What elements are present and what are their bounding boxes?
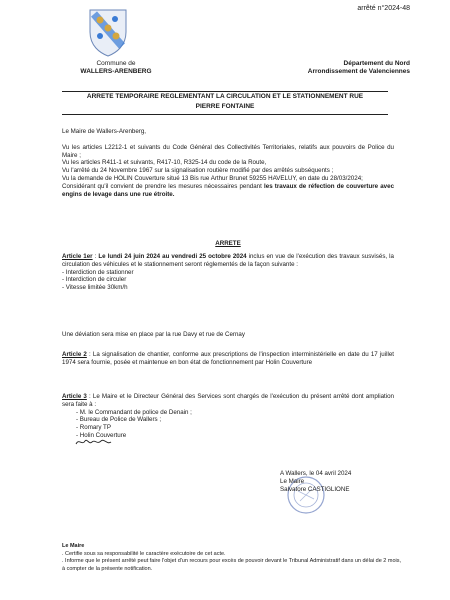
signature-block bbox=[280, 470, 351, 493]
list-item: - Romary TP bbox=[76, 424, 394, 432]
arrete-heading: ARRETE bbox=[215, 240, 241, 247]
article-1-text: inclus en vue de l'exécution des travaux susvisés, la circulation des véhicules et le stationnement seront réglementés de la façon suivante : bbox=[62, 253, 394, 268]
signature-place-date: A Wallers, le 04 avril 2024 bbox=[280, 470, 352, 477]
article-3-text: : Le Maire et le Directeur Général des Services sont chargés de l'exécution du présent arrêté dont ampliation sera faite à : bbox=[62, 393, 395, 408]
preamble bbox=[62, 128, 394, 198]
salutation: Le Maire de Wallers-Arenberg, bbox=[62, 128, 147, 135]
arrondissement: Arrondissement de Valenciennes bbox=[307, 68, 410, 75]
title-line-1: ARRETE TEMPORAIRE REGLEMENTANT LA CIRCULATION ET LE STATIONNEMENT RUE bbox=[86, 93, 364, 100]
handwritten-annotation bbox=[75, 434, 115, 444]
commune-name: WALLERS-ARENBERG bbox=[80, 68, 152, 75]
footer-line-1: . Certifie sous sa responsabilité le caractère exécutoire de cet acte. bbox=[62, 550, 226, 557]
deviation-notice: Une déviation sera mise en place par la rue Davy et rue de Cernay bbox=[62, 331, 245, 338]
footer-heading: Le Maire bbox=[62, 543, 85, 549]
list-item: - Interdiction de circuler bbox=[62, 276, 127, 284]
department-block bbox=[270, 60, 410, 76]
list-item: - Bureau de Police de Wallers ; bbox=[76, 416, 394, 424]
considerant-start: Considérant qu'il convient de prendre les mesures nécessaires pendant bbox=[62, 182, 265, 190]
article-1: Article 1er : Le lundi 24 juin 2024 au vendredi 25 octobre 2024 inclus en vue de l'exécution des travaux susvisés, la circulation des véhicules et le stationnement seront réglementés de la façon suivante : - Interdiction de stationner - Interdiction de circuler - Vitesse limitée 30km/h bbox=[62, 253, 394, 292]
list-item: - Interdiction de stationner bbox=[62, 268, 134, 276]
commune-block bbox=[56, 60, 176, 76]
considerant bbox=[62, 183, 394, 199]
arrete-number: arrêté n°2024-48 bbox=[357, 5, 410, 12]
list-item: - M. le Commandant de police de Denain ; bbox=[76, 409, 394, 417]
list-item: - Holin Couverture bbox=[76, 432, 394, 440]
article-1-label: Article 1er bbox=[62, 253, 93, 260]
restrictions-list bbox=[62, 269, 394, 292]
article-1-dates: Le lundi 24 juin 2024 au vendredi 25 octobre 2024 bbox=[98, 253, 247, 260]
vu-1: Vu les articles L2212-1 et suivants du Code Général des Collectivités Territoriales, relatifs aux pouvoirs de Police du Maire ; bbox=[62, 143, 394, 159]
title-line-2: PIERRE FONTAINE bbox=[195, 103, 255, 110]
article-3 bbox=[62, 393, 394, 440]
vu-4: Vu la demande de HOLIN Couverture situé 13 Bis rue Arthur Brunet 59255 HAVELUY, en date du 28/03/2024; bbox=[62, 174, 363, 182]
article-2-text: : La signalisation de chantier, conforme aux prescriptions de l'inspection interministérielle en date du 17 juillet 1974 sera fournie, posée et maintenue en bon état de fonctionnement par Holin Couverture bbox=[62, 351, 394, 366]
municipal-crest-logo bbox=[86, 6, 130, 58]
footer-line-2: . Informe que le présent arrêté peut faire l'objet d'un recours pour excès de pouvoir devant le Tribunal Administratif dans un délai de 2 mois, à compter de la présente notification. bbox=[62, 558, 402, 572]
signature-role: Le Maire bbox=[280, 477, 305, 485]
footer-notice bbox=[62, 543, 402, 573]
article-3-label: Article 3 bbox=[62, 393, 87, 400]
commune-label: Commune de bbox=[96, 60, 136, 67]
considerant-works: les travaux de réfection de couverture avec engins de levage dans une rue étroite. bbox=[62, 182, 395, 198]
vu-3: Vu l'arrêté du 24 Novembre 1967 sur la signalisation routière modifié par des arrêtés subséquents ; bbox=[62, 167, 334, 175]
vu-2: Vu les articles R411-1 et suivants, R417-10, R325-14 du code de la Route, bbox=[62, 159, 267, 167]
signature-name: Salvatore CASTIGLIONE bbox=[280, 485, 350, 493]
article-2-label: Article 2 bbox=[62, 351, 87, 358]
list-item: - Vitesse limitée 30km/h bbox=[62, 284, 128, 292]
document-title bbox=[62, 91, 388, 115]
department: Département du Nord bbox=[343, 60, 410, 67]
article-2 bbox=[62, 351, 394, 367]
